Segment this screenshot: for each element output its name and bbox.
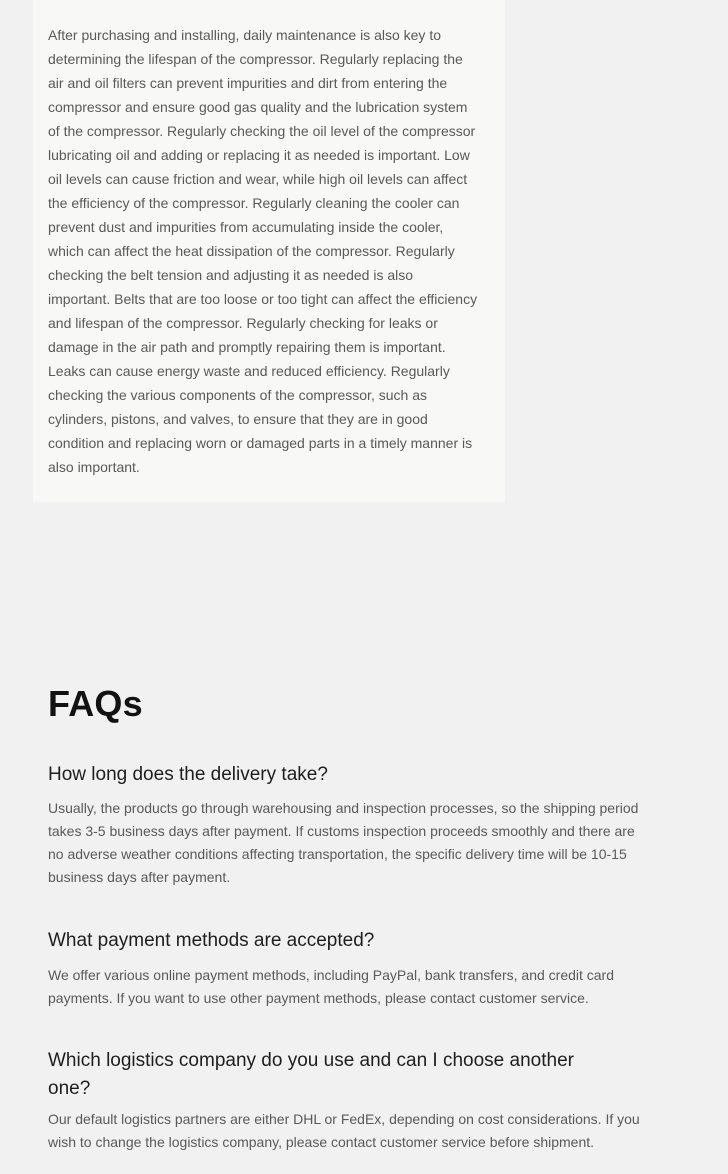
faq-answer-logistics: Our default logistics partners are either DHL or FedEx, depending on cost considerations. If you wish to change the logistics company, please contact customer service before shipment. xyxy=(48,1111,640,1150)
faq-section xyxy=(48,683,648,1154)
faq-question-payment: What payment methods are accepted? xyxy=(48,930,375,951)
maintenance-description-text: After purchasing and installing, daily maintenance is also key to determining the lifespan of the compressor. Regularly replacing the air and oil filters can prevent impurities and dirt from entering the compressor and ensure good gas quality and the lubrication system of the compressor. Regularly checking the oil level of the compressor lubricating oil and adding or replacing it as needed is important. Low oil levels can cause friction and wear, while high oil levels can affect the efficiency of the compressor. Regularly cleaning the cooler can prevent dust and impurities from accumulating inside the cooler, which can affect the heat dissipation of the compressor. Regularly checking the belt tension and adjusting it as needed is also important. Belts that are too loose or too tight can affect the efficiency and lifespan of the compressor. Regularly checking for leaks or damage in the air path and promptly repairing them is important. Leaks can cause energy waste and reduced efficiency. Regularly checking the various components of the compressor, such as cylinders, pistons, and valves, to ensure that they are in good condition and replacing worn or damaged parts in a timely manner is also important. xyxy=(48,27,478,475)
faq-question-delivery: How long does the delivery take? xyxy=(48,764,328,785)
faq-answer-delivery: Usually, the products go through warehousing and inspection processes, so the shipping period takes 3-5 business days after payment. If customs inspection proceeds smoothly and there are no adverse weather conditions affecting transportation, the specific delivery time will be 10-15 business days after payment. xyxy=(48,800,639,885)
maintenance-description-panel xyxy=(33,0,505,502)
faq-heading: FAQs xyxy=(48,683,143,724)
faq-item-payment xyxy=(48,927,648,1010)
faq-item-delivery xyxy=(48,761,648,889)
faq-question-logistics: Which logistics company do you use and can I choose another one? xyxy=(48,1050,574,1099)
faq-item-logistics xyxy=(48,1047,648,1154)
faq-answer-payment: We offer various online payment methods, including PayPal, bank transfers, and credit card payments. If you want to use other payment methods, please contact customer service. xyxy=(48,967,615,1006)
